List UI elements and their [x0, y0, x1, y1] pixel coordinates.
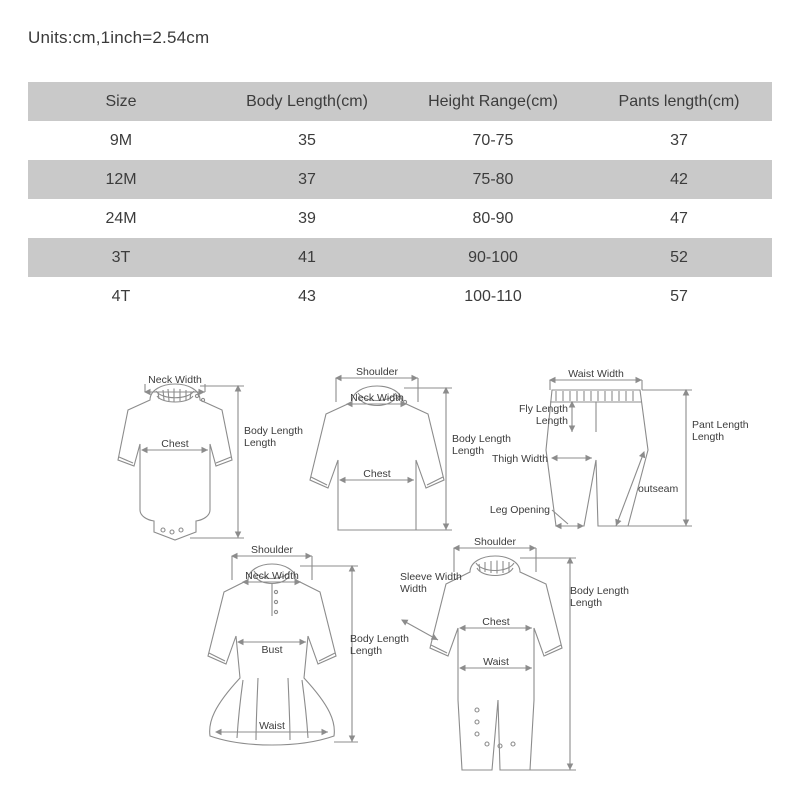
- table-row: [28, 238, 772, 277]
- label-neck-width: Neck Width: [350, 392, 404, 404]
- label-fly-length: Fly Length: [518, 403, 568, 415]
- cell-size: 9M: [109, 131, 133, 149]
- label-neck-width: Neck Width: [148, 374, 202, 386]
- table-header: [28, 82, 772, 121]
- diagram-dress: [208, 544, 409, 745]
- svg-text:Length: Length: [570, 597, 603, 609]
- cell-body-length: 35: [298, 131, 316, 149]
- label-waist: Waist: [483, 656, 509, 668]
- svg-text:Length: Length: [535, 415, 568, 427]
- label-pant-length: Pant Length: [692, 419, 749, 431]
- cell-body-length: 37: [298, 170, 316, 188]
- table-header-row: [28, 82, 772, 121]
- label-sleeve-width: Sleeve Width: [400, 571, 462, 583]
- label-shoulder: Shoulder: [473, 536, 517, 548]
- measurement-diagram-svg: [0, 340, 800, 790]
- cell-height-range: 90-100: [468, 248, 518, 266]
- svg-text:Length: Length: [692, 431, 725, 443]
- diagram-long-sleeve-bodysuit: [118, 374, 303, 540]
- cell-size: 12M: [105, 170, 137, 188]
- label-body-length: Body Length: [350, 633, 409, 645]
- label-thigh-width: Thigh Width: [491, 453, 548, 465]
- diagram-long-sleeve-top: [310, 366, 511, 530]
- column-header-height-range: Height Range(cm): [428, 92, 558, 110]
- cell-pants-length: 57: [670, 287, 688, 305]
- cell-body-length: 43: [298, 287, 316, 305]
- label-leg-opening: Leg Opening: [489, 504, 550, 516]
- table-row: [28, 199, 772, 238]
- label-waist-width: Waist Width: [568, 368, 624, 380]
- table-row: [28, 160, 772, 199]
- table-body: [28, 121, 772, 316]
- cell-height-range: 100-110: [464, 287, 522, 305]
- svg-text:Length: Length: [350, 645, 383, 657]
- cell-pants-length: 47: [670, 209, 688, 227]
- column-header-body-length: Body Length(cm): [246, 92, 368, 110]
- cell-body-length: 41: [298, 248, 316, 266]
- size-chart-table: [28, 82, 772, 316]
- cell-height-range: 70-75: [472, 131, 514, 149]
- column-header-pants-length: Pants length(cm): [618, 92, 740, 110]
- diagram-romper: [400, 536, 629, 770]
- svg-text:Length: Length: [244, 437, 277, 449]
- label-body-length: Body Length: [570, 585, 629, 597]
- label-shoulder: Shoulder: [250, 544, 294, 556]
- label-neck-width: Neck Width: [245, 570, 299, 582]
- cell-size: 24M: [105, 209, 137, 227]
- cell-pants-length: 37: [670, 131, 688, 149]
- label-body-length: Body Length: [244, 425, 303, 437]
- label-bust: Bust: [261, 644, 283, 656]
- label-body-length: Body Length: [452, 433, 511, 445]
- svg-text:Length: Length: [452, 445, 485, 457]
- label-chest: Chest: [161, 438, 189, 450]
- cell-height-range: 75-80: [472, 170, 514, 188]
- svg-text:Width: Width: [400, 583, 427, 595]
- cell-body-length: 39: [298, 209, 316, 227]
- cell-pants-length: 42: [670, 170, 688, 188]
- cell-height-range: 80-90: [472, 209, 514, 227]
- measurement-diagrams: [0, 340, 800, 790]
- label-outseam: outseam: [638, 483, 679, 495]
- label-waist: Waist: [259, 720, 285, 732]
- label-chest: Chest: [482, 616, 510, 628]
- diagram-pants: [490, 368, 749, 526]
- cell-size: 3T: [111, 248, 131, 266]
- table-row: [28, 121, 772, 160]
- label-shoulder: Shoulder: [355, 366, 399, 378]
- label-chest: Chest: [363, 468, 391, 480]
- units-note: Units:cm,1inch=2.54cm: [28, 28, 210, 47]
- table-row: [28, 277, 772, 316]
- cell-size: 4T: [111, 287, 131, 305]
- cell-pants-length: 52: [670, 248, 688, 266]
- column-header-size: Size: [105, 92, 137, 110]
